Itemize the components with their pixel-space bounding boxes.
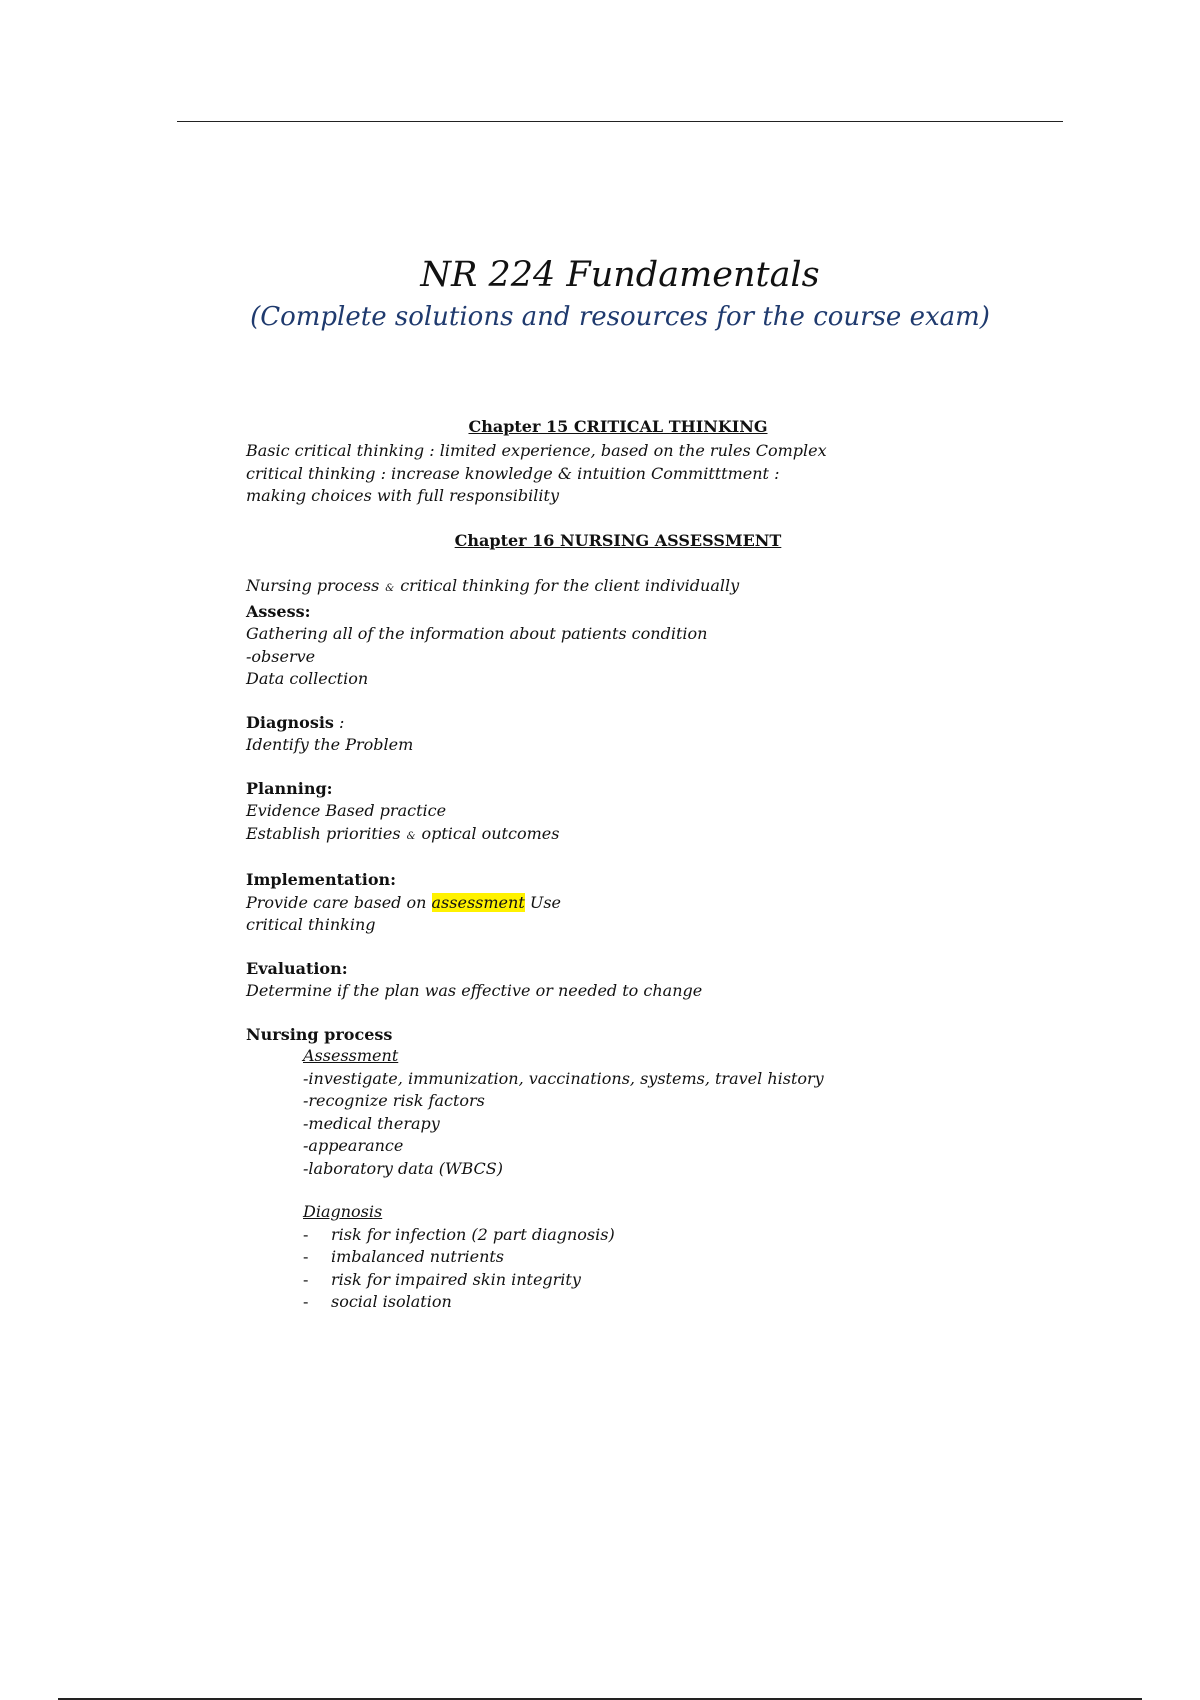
assessment-item: -investigate, immunization, vaccinations, systems, travel history — [303, 1068, 824, 1088]
chapter15-heading: Chapter 15 CRITICAL THINKING — [468, 417, 768, 436]
planning-line: Evidence Based practice — [246, 801, 447, 820]
diagnosis-item: imbalanced nutrients — [331, 1247, 505, 1266]
ampersand-symbol: & — [406, 830, 416, 842]
intro-text: critical thinking for the client individually — [400, 576, 740, 595]
bullet-dash: - — [303, 1292, 309, 1311]
diagnosis-item: risk for impaired skin integrity — [331, 1269, 581, 1289]
assess-line: Gathering all of the information about patients condition — [246, 624, 708, 643]
document-subtitle: (Complete solutions and resources for the course exam) — [250, 302, 990, 332]
list-item — [303, 1291, 903, 1314]
bullet-dash: - — [303, 1224, 309, 1244]
intro-text: Nursing process — [246, 576, 380, 595]
diagnosis-subheading: Diagnosis — [303, 1202, 383, 1221]
assess-line: Data collection — [246, 669, 369, 688]
diagnosis-item: social isolation — [331, 1292, 452, 1311]
planning-line — [246, 823, 846, 849]
evaluation-line: Determine if the plan was effective or needed to change — [246, 981, 703, 1000]
assessment-item: -appearance — [303, 1136, 404, 1155]
diagnosis-heading: Diagnosis — [246, 712, 334, 732]
diagnosis-heading-suffix: : — [333, 712, 345, 732]
list-item — [303, 1269, 903, 1292]
evaluation-heading: Evaluation: — [246, 958, 348, 978]
diagnosis-item: risk for infection (2 part diagnosis) — [331, 1224, 615, 1244]
implementation-line — [246, 892, 846, 915]
nursing-process-heading: Nursing process — [246, 1024, 393, 1044]
assess-heading: Assess: — [246, 601, 311, 621]
chapter16-heading: Chapter 16 NURSING ASSESSMENT — [454, 531, 782, 550]
intro-line — [246, 575, 846, 601]
implementation-line: critical thinking — [246, 915, 376, 934]
assessment-item: -recognize risk factors — [303, 1091, 485, 1110]
list-item — [303, 1246, 903, 1269]
chapter15-text — [246, 440, 846, 508]
diagnosis-heading-line — [246, 712, 846, 735]
implementation-text: Use — [524, 892, 561, 912]
diagnosis-list — [303, 1224, 903, 1314]
implementation-heading: Implementation: — [246, 870, 397, 889]
planning-heading: Planning: — [246, 778, 333, 798]
chapter15-line: critical thinking : increase knowledge & intuition Committtment : — [246, 463, 780, 483]
diagnosis-line: Identify the Problem — [246, 735, 414, 754]
assessment-subheading: Assessment — [303, 1046, 399, 1065]
ampersand-symbol: & — [385, 583, 395, 594]
chapter15-line: Basic critical thinking : limited experience, based on the rules Complex — [246, 441, 827, 460]
bullet-dash: - — [303, 1247, 309, 1266]
assessment-item: -medical therapy — [303, 1113, 440, 1133]
planning-text: Establish priorities — [246, 823, 401, 843]
highlighted-word: assessment — [431, 892, 525, 912]
document-title: NR 224 Fundamentals — [420, 255, 820, 295]
assessment-item: -laboratory data (WBCS) — [303, 1158, 503, 1178]
chapter16-body — [246, 575, 846, 1046]
assess-line: -observe — [246, 646, 316, 666]
implementation-text: Provide care based on — [246, 892, 432, 912]
nursing-process-section — [303, 1045, 903, 1314]
planning-text: optical outcomes — [421, 823, 560, 843]
chapter15-line: making choices with full responsibility — [246, 486, 559, 505]
list-item — [303, 1224, 903, 1247]
bullet-dash: - — [303, 1269, 309, 1289]
